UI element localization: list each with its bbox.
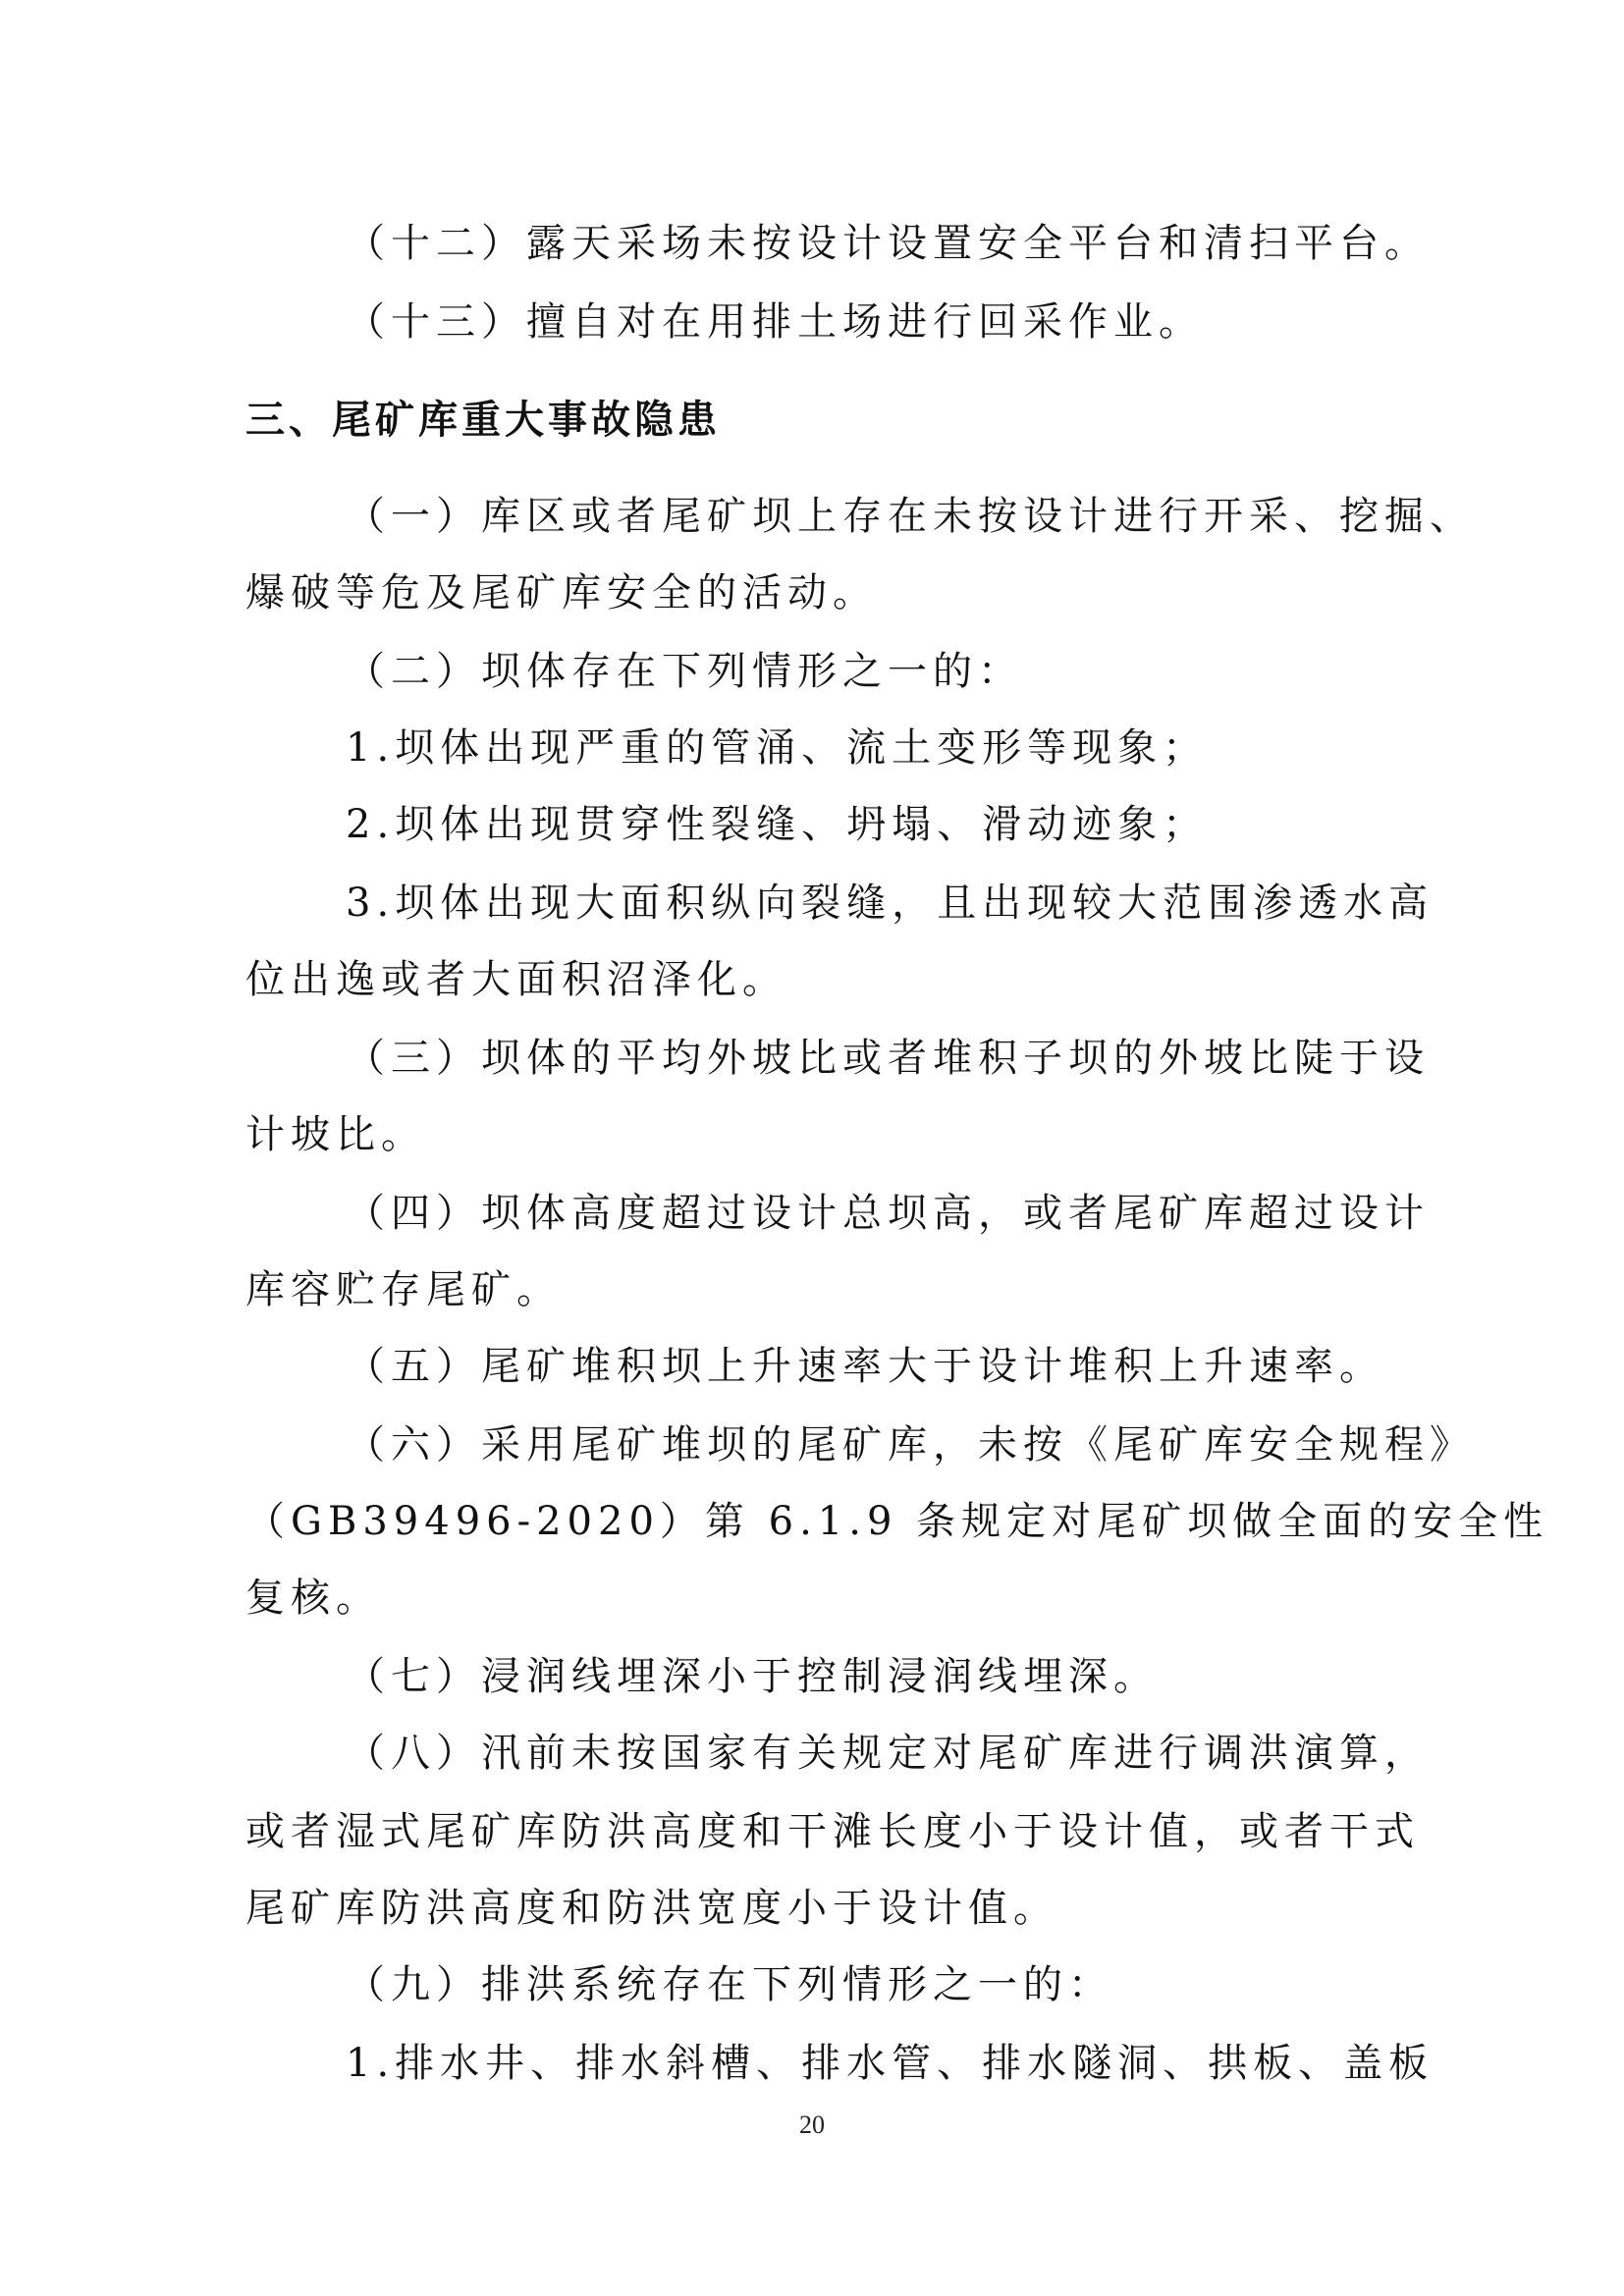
list-item: 2.坝体出现贯穿性裂缝、坍塌、滑动迹象； — [346, 802, 1209, 847]
paragraph-line: （六）采用尾矿堆坝的尾矿库，未按《尾矿库安全规程》 — [346, 1422, 1475, 1468]
paragraph-line: 库容贮存尾矿。 — [245, 1267, 562, 1312]
paragraph-line: （九）排洪系统存在下列情形之一的： — [346, 1962, 1113, 2007]
paragraph-line: （一）库区或者尾矿坝上存在未按设计进行开采、挖掘、 — [346, 494, 1475, 539]
paragraph-line: （五）尾矿堆积坝上升速率大于设计堆积上升速率。 — [346, 1344, 1384, 1389]
paragraph-line: 或者湿式尾矿库防洪高度和干滩长度小于设计值，或者干式 — [245, 1809, 1420, 1854]
paragraph-line: （三）坝体的平均外坡比或者堆积子坝的外坡比陡于设 — [346, 1036, 1430, 1081]
list-item: 1.排水井、排水斜槽、排水管、排水隧洞、拱板、盖板 — [346, 2041, 1435, 2086]
list-item: 3.坝体出现大面积纵向裂缝，且出现较大范围渗透水高 — [346, 881, 1435, 926]
paragraph-line: 爆破等危及尾矿库安全的活动。 — [245, 570, 878, 615]
page-number: 20 — [799, 2110, 825, 2139]
paragraph-line: 计坡比。 — [245, 1112, 426, 1157]
list-item: 1.坝体出现严重的管涌、流土变形等现象； — [346, 725, 1209, 771]
paragraph-line: （四）坝体高度超过设计总坝高，或者尾矿库超过设计 — [346, 1191, 1430, 1236]
section-heading: 三、尾矿库重大事故隐患 — [245, 398, 721, 443]
paragraph-line: （十二）露天采场未按设计设置安全平台和清扫平台。 — [346, 221, 1430, 266]
paragraph-line: （七）浸润线埋深小于控制浸润线埋深。 — [346, 1654, 1159, 1699]
paragraph-line: 尾矿库防洪高度和防洪宽度小于设计值。 — [245, 1886, 1058, 1931]
paragraph-line: （二）坝体存在下列情形之一的： — [346, 649, 1023, 694]
paragraph-line: 位出逸或者大面积沼泽化。 — [245, 957, 787, 1002]
paragraph-line: （八）汛前未按国家有关规定对尾矿库进行调洪演算， — [346, 1731, 1430, 1776]
paragraph-line: （GB39496-2020）第 6.1.9 条规定对尾矿坝做全面的安全性 — [245, 1499, 1549, 1544]
paragraph-line: 复核。 — [245, 1575, 381, 1621]
paragraph-line: （十三）擅自对在用排土场进行回采作业。 — [346, 299, 1204, 345]
